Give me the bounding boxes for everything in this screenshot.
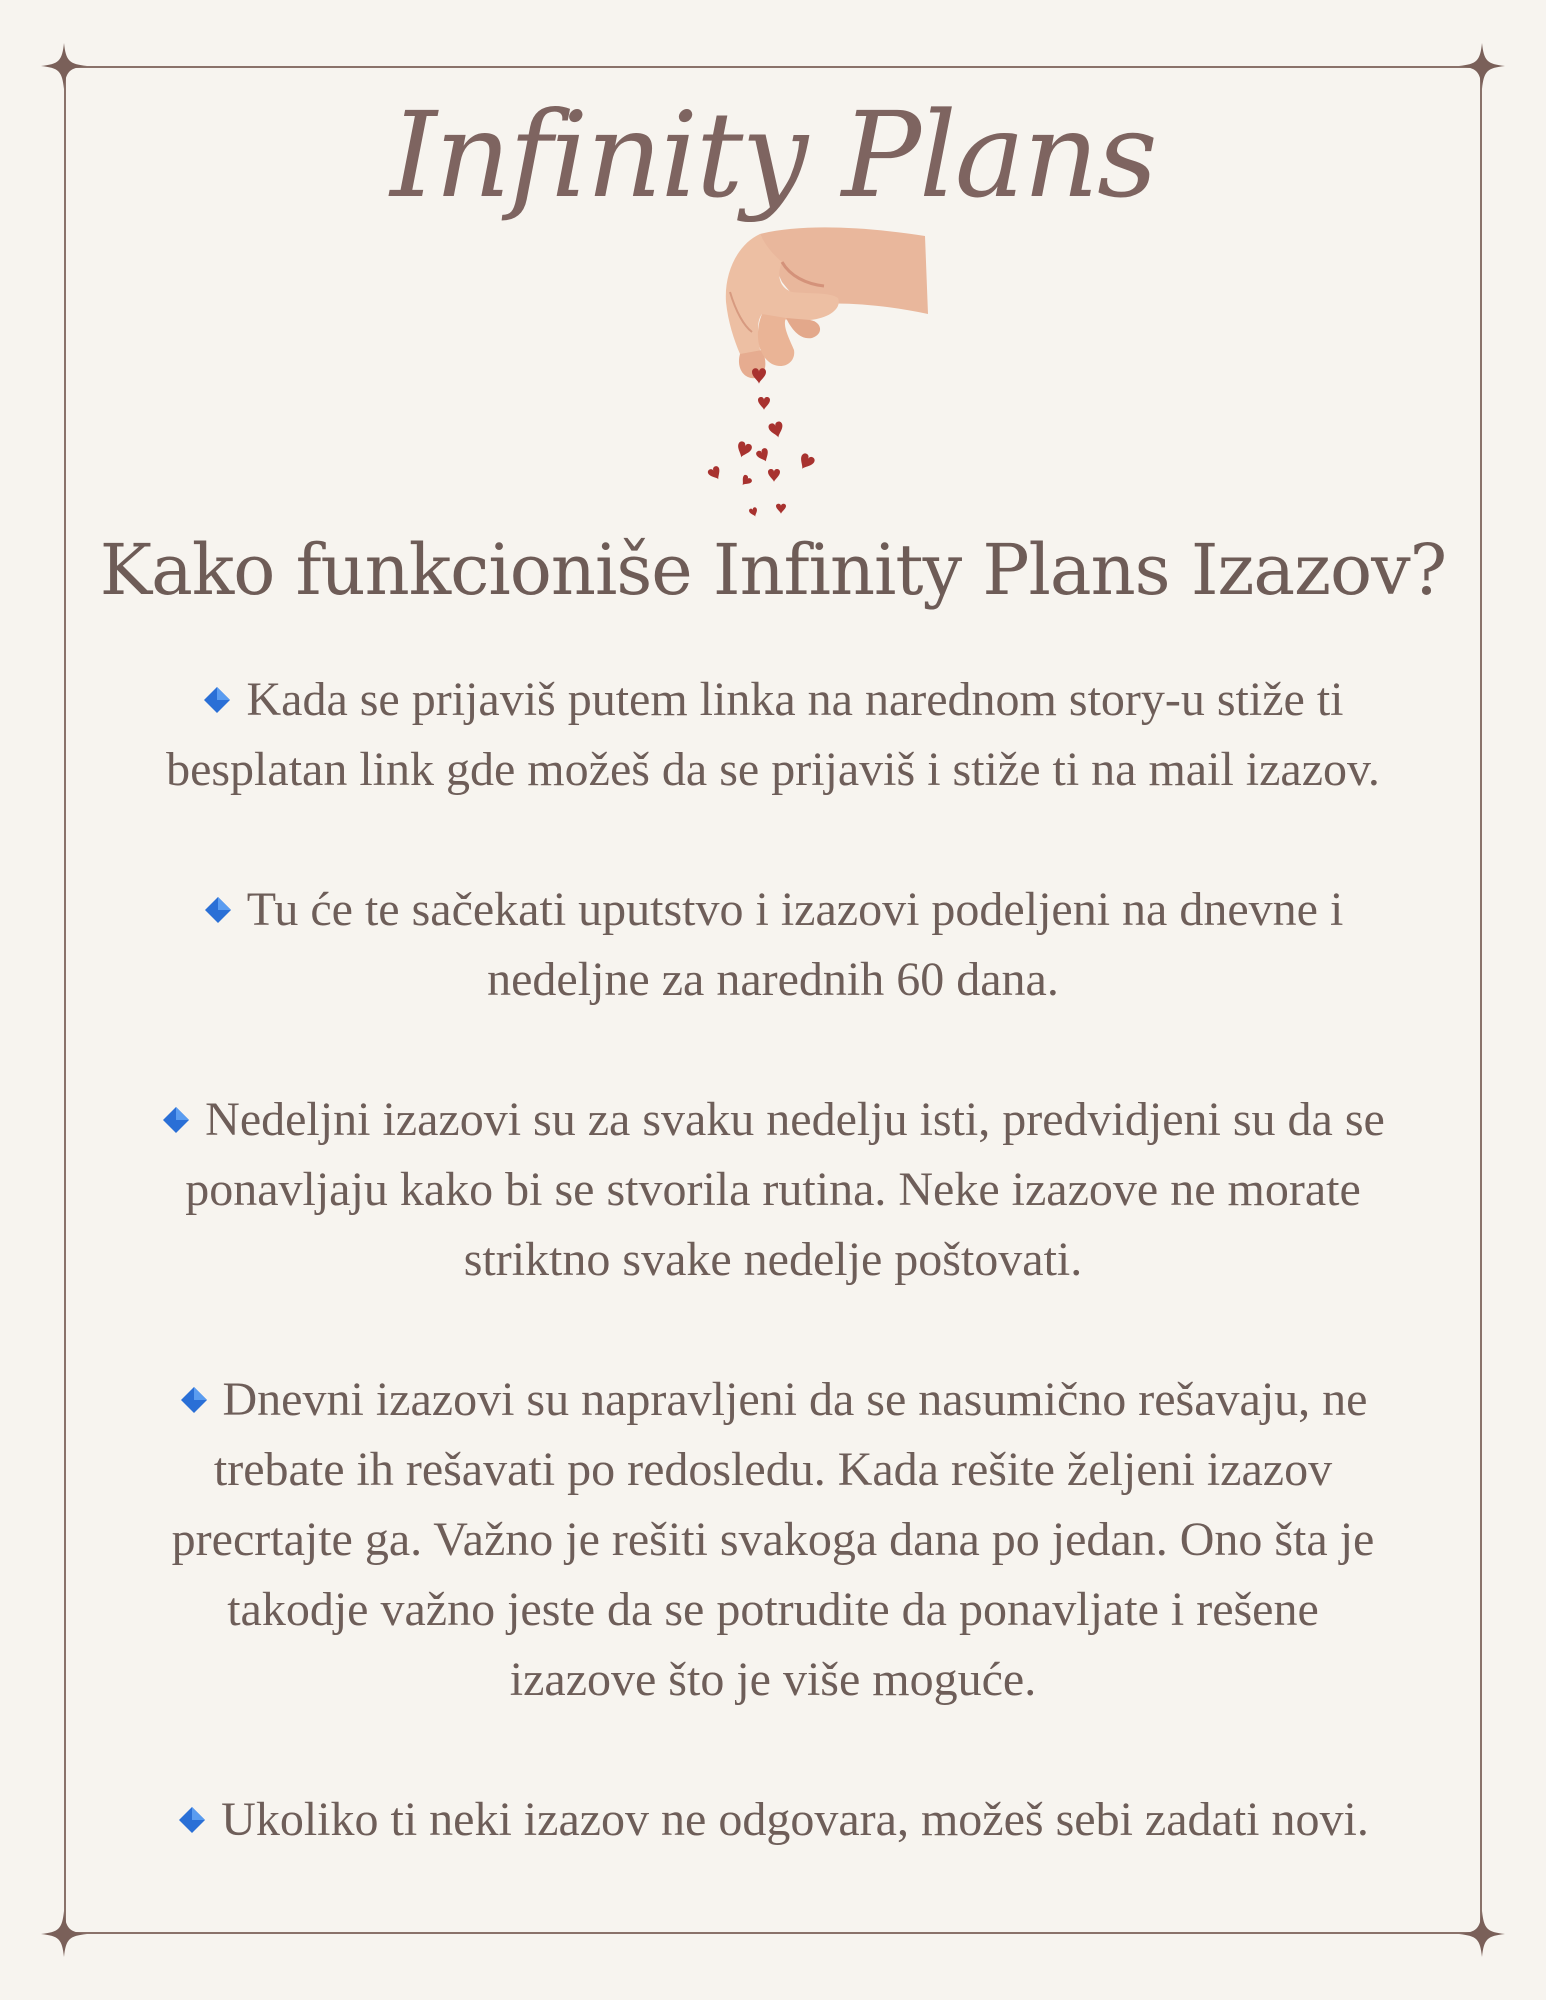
four-point-star-icon: [1459, 1911, 1505, 1957]
rule-line: striktno svake nedelje poštovati.: [463, 1233, 1083, 1286]
rule-paragraph: [90, 1785, 1456, 1855]
rule-paragraph: [90, 1085, 1456, 1295]
blue-diamond-icon: [177, 1805, 207, 1835]
blue-diamond-icon: [179, 1385, 209, 1415]
rule-line: nedeljne za narednih 60 dana.: [487, 953, 1059, 1006]
rule-line: Nedeljni izazovi su za svaku nedelju isti, predvidjeni su da se: [205, 1093, 1385, 1146]
rule-paragraph: [90, 1365, 1456, 1715]
rule-line: Ukoliko ti neki izazov ne odgovara, možeš sebi zadati novi.: [221, 1793, 1369, 1846]
rule-line: izazove što je više moguće.: [509, 1653, 1037, 1706]
blue-diamond-icon: [202, 685, 232, 715]
rules-list: [90, 665, 1456, 1855]
rule-paragraph: [90, 665, 1456, 805]
rule-line: takodje važno jeste da se potrudite da ponavljate i rešene: [227, 1583, 1319, 1636]
rule-line: trebate ih rešavati po redosledu. Kada rešite željeni izazov: [213, 1443, 1333, 1496]
page-heading: Kako funkcioniše Infinity Plans Izazov?: [99, 529, 1447, 611]
rule-line: besplatan link gde možeš da se prijaviš i stiže ti na mail izazov.: [166, 743, 1380, 796]
rule-line: precrtajte ga. Važno je rešiti svakoga dana po jedan. Ono šta je: [171, 1513, 1375, 1566]
rule-line: Dnevni izazovi su napravljeni da se nasumično rešavaju, ne: [222, 1373, 1368, 1426]
rule-line: Tu će te sačekati uputstvo i izazovi podeljeni na dnevne i: [246, 883, 1344, 936]
brand-title: Infinity Plans: [390, 86, 1156, 224]
rule-line: Kada se prijaviš putem linka na narednom story-u stiže ti: [246, 673, 1344, 726]
rule-paragraph: [90, 875, 1456, 1015]
rule-line: ponavljaju kako bi se stvorila rutina. Neke izazove ne morate: [185, 1163, 1361, 1216]
blue-diamond-icon: [161, 1105, 191, 1135]
blue-diamond-icon: [203, 895, 233, 925]
hand-dropping-hearts-icon: [700, 222, 930, 532]
four-point-star-icon: [41, 1911, 87, 1957]
